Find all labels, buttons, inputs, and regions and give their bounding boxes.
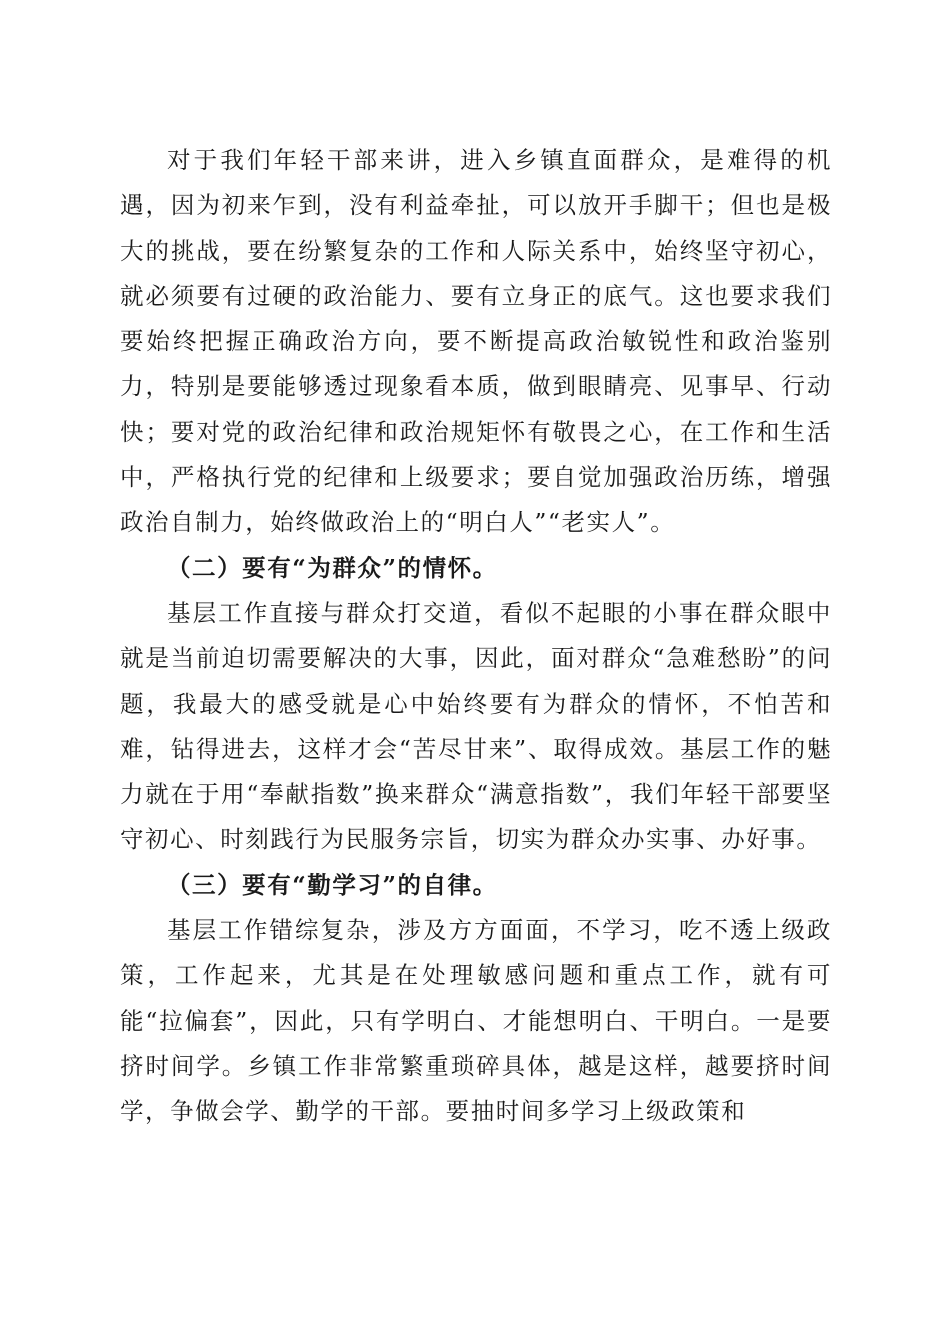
section-heading-3: （三）要有“勤学习”的自律。 — [167, 870, 498, 899]
paragraph-serve-people: 基层工作直接与群众打交道，看似不起眼的小事在群众眼中就是当前迫切需要解决的大事，因此，面对群众“急难愁盼”的问题，我最大的感受就是心中始终要有为群众的情怀，不怕苦和难，钻得进去，这样才会“苦尽甘来”、取得成效。基层工作的魅力就在于用“奉献指数”换来群众“满意指数”，我们年轻干部要坚守初心、时刻践行为民服务宗旨，切实为群众办实事、办好事。 — [120, 598, 832, 854]
section-heading-2: （二）要有“为群众”的情怀。 — [167, 553, 498, 582]
paragraph-diligent-study: 基层工作错综复杂，涉及方方面面，不学习，吃不透上级政策，工作起来，尤其是在处理敏感问题和重点工作，就有可能“拉偏套”，因此，只有学明白、才能想明白、干明白。一是要挤时间学。乡镇工作非常繁重琐碎具体，越是这样，越要挤时间学，争做会学、勤学的干部。要抽时间多学习上级政策和 — [120, 916, 832, 1126]
paragraph-political-ability: 对于我们年轻干部来讲，进入乡镇直面群众，是难得的机遇，因为初来乍到，没有利益牵扯，可以放开手脚干；但也是极大的挑战，要在纷繁复杂的工作和人际关系中，始终坚守初心，就必须要有过硬的政治能力、要有立身正的底气。这也要求我们要始终把握正确政治方向，要不断提高政治敏锐性和政治鉴别力，特别是要能够透过现象看本质，做到眼睛亮、见事早、行动快；要对党的政治纪律和政治规矩怀有敬畏之心，在工作和生活中，严格执行党的纪律和上级要求；要自觉加强政治历练，增强政治自制力，始终做政治上的“明白人”“老实人”。 — [120, 146, 832, 537]
document-body — [120, 138, 832, 1135]
